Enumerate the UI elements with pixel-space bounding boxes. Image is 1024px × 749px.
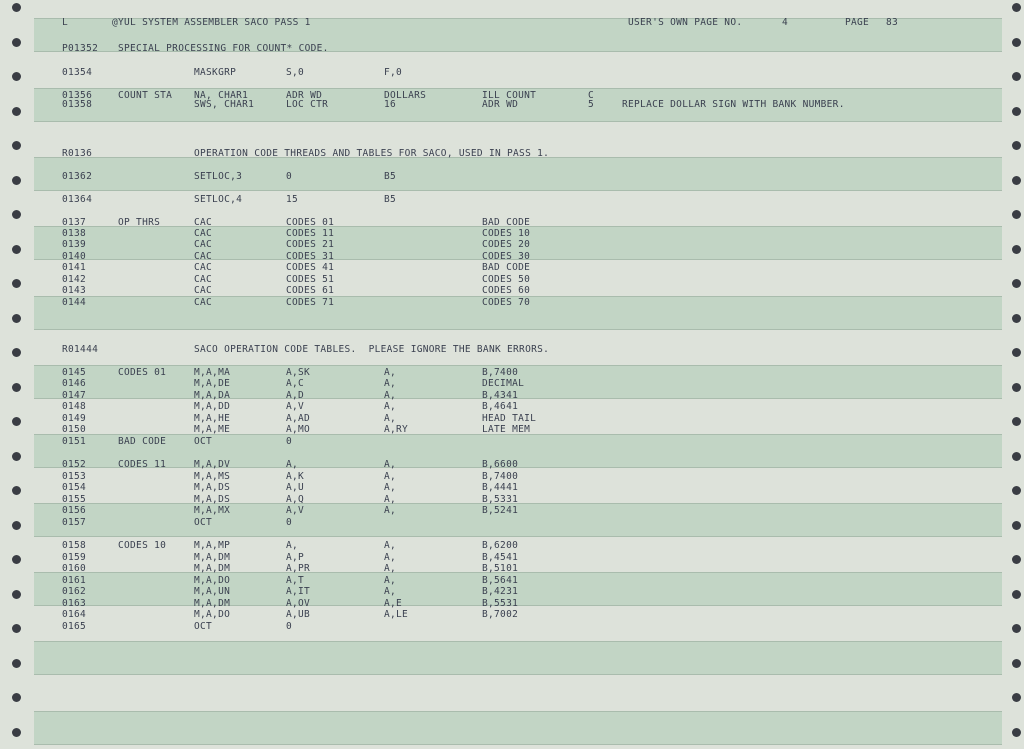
- addr2-field: A,E: [384, 598, 403, 609]
- op-field: SWS, CHAR1: [194, 99, 255, 110]
- feed-hole: [12, 107, 21, 116]
- feed-hole: [1012, 3, 1021, 12]
- op-field: M,A,ME: [194, 424, 231, 435]
- op-field: M,A,DO: [194, 609, 231, 620]
- addr3-field: B,5331: [482, 494, 519, 505]
- loc-field: 0160: [62, 563, 87, 574]
- greenbar-band: [34, 641, 1002, 675]
- addr2-field: A,: [384, 471, 397, 482]
- loc-field: 0150: [62, 424, 87, 435]
- op-field: M,A,DS: [194, 482, 231, 493]
- op-field: M,A,HE: [194, 413, 231, 424]
- loc-field: 0143: [62, 285, 87, 296]
- label-field: CODES 01: [118, 367, 167, 378]
- addr2-field: A,: [384, 494, 397, 505]
- loc-field: P01352: [62, 43, 99, 54]
- addr3-field: BAD CODE: [482, 262, 531, 273]
- op-field: CAC: [194, 274, 213, 285]
- loc-field: 0162: [62, 586, 87, 597]
- op-field: CAC: [194, 251, 213, 262]
- feed-hole: [12, 279, 21, 288]
- addr-field: LOC CTR: [286, 99, 329, 110]
- op-field: M,A,UN: [194, 586, 231, 597]
- addr3-field: CODES 70: [482, 297, 531, 308]
- addr-field: A,OV: [286, 598, 311, 609]
- addr-field: CODES 21: [286, 239, 335, 250]
- loc-field: 01364: [62, 194, 93, 205]
- op-field: M,A,MP: [194, 540, 231, 551]
- feed-hole: [1012, 693, 1021, 702]
- addr2-field: B5: [384, 171, 397, 182]
- addr3-field: DECIMAL: [482, 378, 525, 389]
- addr-field: A,SK: [286, 367, 311, 378]
- loc-field: 0146: [62, 378, 87, 389]
- addr-field: ADR WD: [286, 90, 323, 101]
- loc-field: 0140: [62, 251, 87, 262]
- loc-field: 0153: [62, 471, 87, 482]
- addr3-field: B,5531: [482, 598, 519, 609]
- loc-field: 0158: [62, 540, 87, 551]
- addr2-field: A,RY: [384, 424, 409, 435]
- feed-hole: [1012, 486, 1021, 495]
- op-field: CAC: [194, 297, 213, 308]
- label-field: SPECIAL PROCESSING FOR COUNT* CODE.: [118, 43, 329, 54]
- addr3-field: B,5241: [482, 505, 519, 516]
- addr-field: CODES 31: [286, 251, 335, 262]
- addr2-field: A,LE: [384, 609, 409, 620]
- greenbar-band: [34, 711, 1002, 745]
- addr2-field: F,0: [384, 67, 403, 78]
- loc-field: 01358: [62, 99, 93, 110]
- addr-field: 0: [286, 171, 293, 182]
- addr-field: A,UB: [286, 609, 311, 620]
- loc-field: 0139: [62, 239, 87, 250]
- loc-field: 0161: [62, 575, 87, 586]
- label-field: BAD CODE: [118, 436, 167, 447]
- feed-hole: [12, 210, 21, 219]
- op-field: OCT: [194, 436, 213, 447]
- feed-hole: [12, 3, 21, 12]
- addr3-field: CODES 10: [482, 228, 531, 239]
- greenbar-band: [34, 157, 1002, 191]
- op-field: M,A,DM: [194, 552, 231, 563]
- loc-field: 0163: [62, 598, 87, 609]
- feed-hole: [1012, 383, 1021, 392]
- loc-field: 0145: [62, 367, 87, 378]
- feed-hole: [12, 38, 21, 47]
- addr2-field: A,: [384, 575, 397, 586]
- addr3-field: B,5641: [482, 575, 519, 586]
- op-field: CAC: [194, 239, 213, 250]
- addr-field: A,C: [286, 378, 305, 389]
- addr2-field: A,: [384, 505, 397, 516]
- loc-field: 01356: [62, 90, 93, 101]
- addr3-field: B,6200: [482, 540, 519, 551]
- op-field: SACO OPERATION CODE TABLES. PLEASE IGNORE THE BANK ERRORS.: [194, 344, 550, 355]
- feed-hole: [1012, 210, 1021, 219]
- feed-hole: [1012, 728, 1021, 737]
- op-field: CAC: [194, 228, 213, 239]
- remark-field: REPLACE DOLLAR SIGN WITH BANK NUMBER.: [622, 99, 845, 110]
- header-title: @YUL SYSTEM ASSEMBLER SACO PASS 1: [112, 17, 311, 28]
- op-field: M,A,DS: [194, 494, 231, 505]
- addr3-field: B,7400: [482, 471, 519, 482]
- users-page-number: 4: [782, 17, 789, 28]
- feed-hole: [1012, 590, 1021, 599]
- feed-hole: [12, 245, 21, 254]
- loc-field: 0155: [62, 494, 87, 505]
- addr2-field: B5: [384, 194, 397, 205]
- feed-hole: [1012, 417, 1021, 426]
- addr-field: CODES 01: [286, 217, 335, 228]
- op-field: MASKGRP: [194, 67, 237, 78]
- loc-field: 0156: [62, 505, 87, 516]
- loc-field: 0137: [62, 217, 87, 228]
- op-field: M,A,MS: [194, 471, 231, 482]
- addr-field: A,T: [286, 575, 305, 586]
- addr3-field: ADR WD: [482, 99, 519, 110]
- addr3-field: B,5101: [482, 563, 519, 574]
- loc-field: 0164: [62, 609, 87, 620]
- addr-field: CODES 71: [286, 297, 335, 308]
- addr2-field: A,: [384, 482, 397, 493]
- feed-hole: [1012, 314, 1021, 323]
- loc-field: 0165: [62, 621, 87, 632]
- op-field: CAC: [194, 217, 213, 228]
- op-field: M,A,DM: [194, 563, 231, 574]
- addr-field: A,MO: [286, 424, 311, 435]
- loc-field: 01362: [62, 171, 93, 182]
- addr-field: S,0: [286, 67, 305, 78]
- addr3-field: ILL COUNT: [482, 90, 537, 101]
- loc-field: 01354: [62, 67, 93, 78]
- feed-hole: [1012, 38, 1021, 47]
- addr-field: 0: [286, 621, 293, 632]
- addr3-field: B,4541: [482, 552, 519, 563]
- loc-field: 0144: [62, 297, 87, 308]
- addr2-field: A,: [384, 367, 397, 378]
- op-field: SETLOC,3: [194, 171, 243, 182]
- feed-hole: [1012, 279, 1021, 288]
- loc-field: 0141: [62, 262, 87, 273]
- op-field: M,A,DV: [194, 459, 231, 470]
- addr3-field: B,4341: [482, 390, 519, 401]
- op-field: OPERATION CODE THREADS AND TABLES FOR SACO, USED IN PASS 1.: [194, 148, 550, 159]
- addr3-field: BAD CODE: [482, 217, 531, 228]
- op-field: M,A,DO: [194, 575, 231, 586]
- op-field: SETLOC,4: [194, 194, 243, 205]
- op-field: CAC: [194, 285, 213, 296]
- op-field: M,A,DE: [194, 378, 231, 389]
- feed-hole: [1012, 141, 1021, 150]
- addr-field: A,IT: [286, 586, 311, 597]
- flag-field: C: [588, 90, 595, 101]
- feed-hole: [12, 314, 21, 323]
- addr3-field: B,7002: [482, 609, 519, 620]
- feed-hole: [12, 176, 21, 185]
- addr-field: A,D: [286, 390, 305, 401]
- addr-field: A,: [286, 540, 299, 551]
- op-field: NA, CHAR1: [194, 90, 249, 101]
- addr2-field: A,: [384, 540, 397, 551]
- loc-field: R0136: [62, 148, 93, 159]
- addr3-field: B,4441: [482, 482, 519, 493]
- addr2-field: DOLLARS: [384, 90, 427, 101]
- addr3-field: CODES 50: [482, 274, 531, 285]
- addr-field: 0: [286, 517, 293, 528]
- feed-hole: [12, 728, 21, 737]
- feed-hole: [1012, 659, 1021, 668]
- header-mark: L: [62, 17, 69, 28]
- loc-field: 0149: [62, 413, 87, 424]
- addr3-field: LATE MEM: [482, 424, 531, 435]
- feed-hole: [1012, 555, 1021, 564]
- loc-field: 0151: [62, 436, 87, 447]
- feed-hole: [1012, 107, 1021, 116]
- op-field: M,A,MA: [194, 367, 231, 378]
- feed-hole: [12, 452, 21, 461]
- addr-field: A,Q: [286, 494, 305, 505]
- addr-field: A,U: [286, 482, 305, 493]
- addr2-field: A,: [384, 459, 397, 470]
- loc-field: 0154: [62, 482, 87, 493]
- loc-field: 0147: [62, 390, 87, 401]
- addr3-field: B,7400: [482, 367, 519, 378]
- op-field: M,A,MX: [194, 505, 231, 516]
- feed-hole: [12, 521, 21, 530]
- op-field: OCT: [194, 517, 213, 528]
- page-label: PAGE: [845, 17, 870, 28]
- loc-field: 0138: [62, 228, 87, 239]
- feed-hole: [1012, 176, 1021, 185]
- feed-hole: [12, 624, 21, 633]
- addr3-field: CODES 30: [482, 251, 531, 262]
- feed-hole: [1012, 624, 1021, 633]
- addr-field: 15: [286, 194, 299, 205]
- feed-hole: [12, 417, 21, 426]
- addr2-field: A,: [384, 586, 397, 597]
- op-field: M,A,DM: [194, 598, 231, 609]
- addr-field: A,: [286, 459, 299, 470]
- addr2-field: A,: [384, 401, 397, 412]
- addr2-field: A,: [384, 563, 397, 574]
- loc-field: 0152: [62, 459, 87, 470]
- addr-field: 0: [286, 436, 293, 447]
- loc-field: 0159: [62, 552, 87, 563]
- feed-hole: [12, 693, 21, 702]
- label-field: CODES 11: [118, 459, 167, 470]
- feed-hole: [1012, 245, 1021, 254]
- feed-hole: [12, 348, 21, 357]
- feed-hole: [12, 72, 21, 81]
- addr-field: A,V: [286, 401, 305, 412]
- addr2-field: A,: [384, 413, 397, 424]
- feed-hole: [12, 555, 21, 564]
- addr-field: CODES 51: [286, 274, 335, 285]
- feed-hole: [1012, 521, 1021, 530]
- addr-field: CODES 41: [286, 262, 335, 273]
- addr-field: A,PR: [286, 563, 311, 574]
- feed-hole: [1012, 348, 1021, 357]
- addr2-field: A,: [384, 378, 397, 389]
- label-field: COUNT STA: [118, 90, 173, 101]
- feed-hole: [1012, 452, 1021, 461]
- loc-field: R01444: [62, 344, 99, 355]
- feed-hole: [12, 141, 21, 150]
- page-number: 83: [886, 17, 899, 28]
- addr2-field: A,: [384, 552, 397, 563]
- users-page-label: USER'S OWN PAGE NO.: [628, 17, 743, 28]
- addr3-field: HEAD TAIL: [482, 413, 537, 424]
- addr2-field: A,: [384, 390, 397, 401]
- addr-field: CODES 61: [286, 285, 335, 296]
- feed-hole: [12, 590, 21, 599]
- addr-field: A,K: [286, 471, 305, 482]
- feed-hole: [12, 486, 21, 495]
- feed-hole: [12, 659, 21, 668]
- op-field: OCT: [194, 621, 213, 632]
- addr-field: A,P: [286, 552, 305, 563]
- label-field: OP THRS: [118, 217, 161, 228]
- op-field: CAC: [194, 262, 213, 273]
- addr-field: A,V: [286, 505, 305, 516]
- addr3-field: B,4231: [482, 586, 519, 597]
- flag-field: 5: [588, 99, 595, 110]
- op-field: M,A,DA: [194, 390, 231, 401]
- addr3-field: CODES 60: [482, 285, 531, 296]
- loc-field: 0142: [62, 274, 87, 285]
- addr3-field: B,4641: [482, 401, 519, 412]
- addr3-field: B,6600: [482, 459, 519, 470]
- loc-field: 0157: [62, 517, 87, 528]
- op-field: M,A,DD: [194, 401, 231, 412]
- addr2-field: 16: [384, 99, 397, 110]
- addr-field: A,AD: [286, 413, 311, 424]
- label-field: CODES 10: [118, 540, 167, 551]
- addr3-field: CODES 20: [482, 239, 531, 250]
- feed-hole: [12, 383, 21, 392]
- loc-field: 0148: [62, 401, 87, 412]
- addr-field: CODES 11: [286, 228, 335, 239]
- feed-hole: [1012, 72, 1021, 81]
